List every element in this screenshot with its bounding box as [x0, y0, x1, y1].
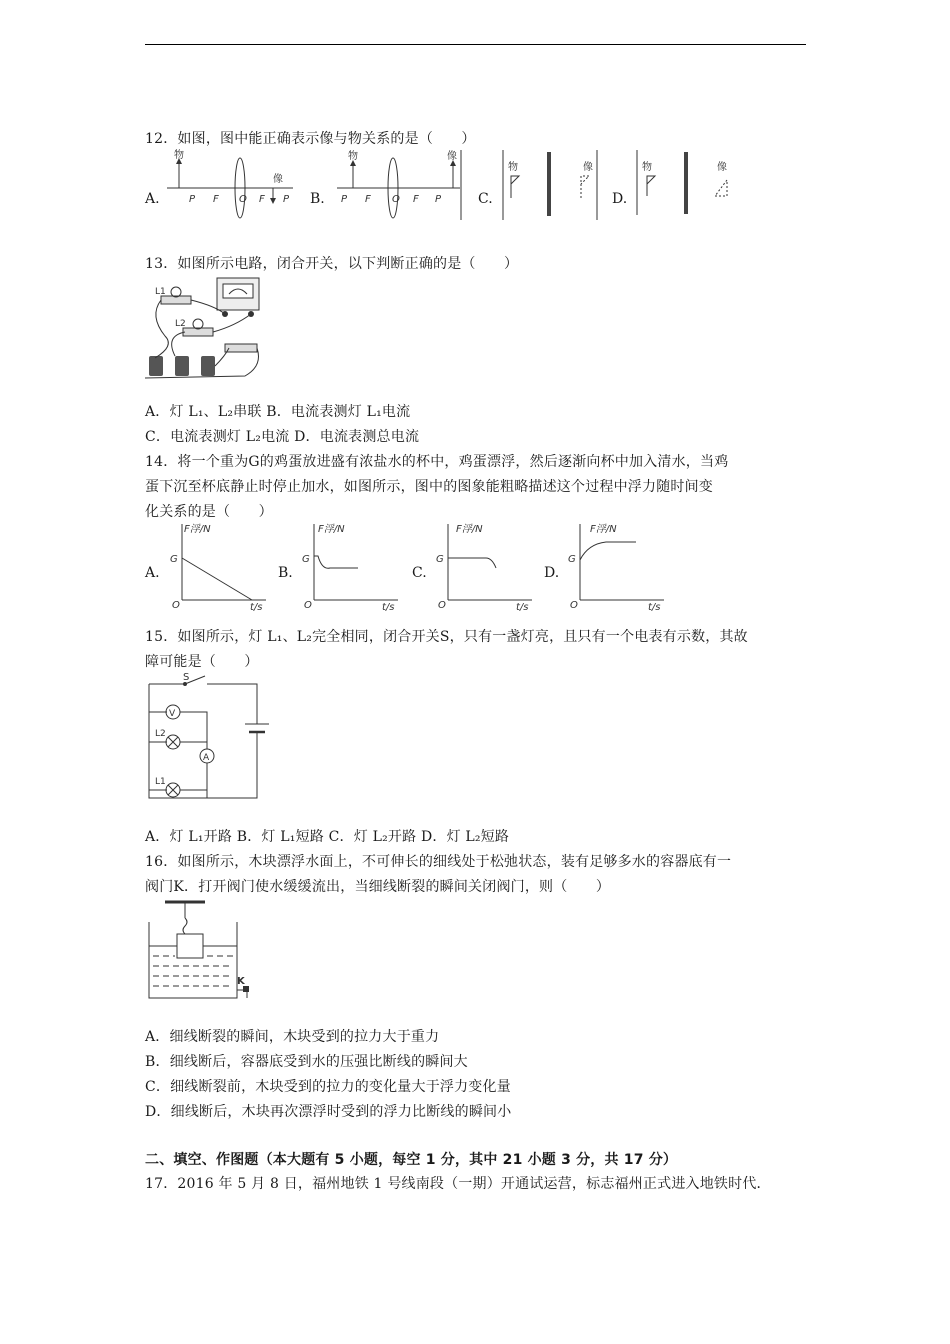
q14-graph-b — [300, 522, 400, 613]
q14-option-c-label: C. — [412, 565, 427, 581]
q14-graph-c — [434, 522, 534, 613]
q16-valve-label: K — [237, 976, 245, 987]
q12-a-object-label: 物 — [174, 150, 184, 161]
q14-d-x-label: t/s — [648, 602, 661, 613]
q16-option-b: B．细线断后，容器底受到水的压强比断线的瞬间大 — [145, 1054, 468, 1070]
q13-options-line-2: C．电流表测灯 L₂电流 D．电流表测总电流 — [145, 429, 420, 445]
svg-text:P: P — [283, 194, 290, 205]
q15-stem-line-2: 障可能是（ ） — [145, 654, 259, 670]
q12-option-a-label: A. — [145, 191, 160, 207]
q12-a-image-label: 像 — [273, 174, 283, 185]
svg-text:F: F — [365, 194, 371, 205]
q12-figure-d — [637, 150, 737, 220]
q14-b-x-label: t/s — [382, 602, 395, 613]
q12-figure-b — [335, 150, 465, 220]
svg-text:O: O — [304, 600, 312, 611]
svg-text:G: G — [568, 554, 576, 565]
q12-b-object-label: 物 — [348, 151, 358, 162]
svg-text:F: F — [259, 194, 265, 205]
svg-text:O: O — [438, 600, 446, 611]
q13-l2-label: L2 — [175, 319, 186, 329]
q15-answer-options: A．灯 L₁开路 B．灯 L₁短路 C．灯 L₂开路 D．灯 L₂短路 — [145, 829, 510, 845]
q13-stem: 13．如图所示电路，闭合开关，以下判断正确的是（ ） — [145, 256, 519, 272]
q12-c-image-label: 像 — [583, 162, 593, 173]
q15-voltmeter-label: V — [169, 709, 176, 719]
q16-container-figure — [145, 898, 255, 1003]
header-rule — [145, 44, 806, 45]
svg-text:F: F — [213, 194, 219, 205]
q15-switch-label: S — [183, 672, 190, 683]
q14-d-y-label: F浮/N — [590, 524, 617, 535]
q12-c-object-label: 物 — [508, 162, 518, 173]
q14-option-d-label: D. — [544, 565, 560, 581]
q15-stem-line-1: 15．如图所示，灯 L₁、L₂完全相同，闭合开关S，只有一盏灯亮，且只有一个电表有示数，其故 — [145, 629, 748, 645]
q14-a-x-label: t/s — [250, 602, 263, 613]
q12-figure-c — [503, 150, 598, 220]
q14-option-b-label: B. — [278, 565, 293, 581]
q12-option-d-label: D. — [612, 191, 628, 207]
section2-heading: 二、填空、作图题（本大题有 5 小题，每空 1 分，其中 21 小题 3 分，共 17 分） — [145, 1152, 678, 1168]
q15-l2-label: L2 — [155, 729, 166, 739]
q12-b-image-label: 像 — [447, 151, 457, 162]
svg-text:O: O — [392, 194, 400, 205]
svg-text:G: G — [302, 554, 310, 565]
q16-option-c: C．细线断裂前，木块受到的拉力的变化量大于浮力变化量 — [145, 1079, 511, 1095]
q14-b-y-label: F浮/N — [318, 524, 345, 535]
q17-stem: 17．2016 年 5 月 8 日，福州地铁 1 号线南段（一期）开通试运营，标志福州正式进入地铁时代． — [145, 1176, 771, 1192]
q14-c-y-label: F浮/N — [456, 524, 483, 535]
q14-stem-line-1: 14．将一个重为G的鸡蛋放进盛有浓盐水的杯中，鸡蛋漂浮，然后逐渐向杯中加入清水，当鸡 — [145, 454, 729, 470]
svg-text:O: O — [172, 600, 180, 611]
q12-stem: 12．如图，图中能正确表示像与物关系的是（ ） — [145, 131, 476, 147]
q14-stem-line-3: 化关系的是（ ） — [145, 504, 273, 520]
q14-graph-d — [566, 522, 666, 613]
q13-circuit-figure — [145, 276, 265, 381]
q12-figure-a — [165, 150, 295, 220]
q12-d-object-label: 物 — [642, 162, 652, 173]
svg-text:G: G — [170, 554, 178, 565]
q12-d-image-label: 像 — [717, 162, 727, 173]
svg-text:O: O — [570, 600, 578, 611]
svg-text:P: P — [189, 194, 196, 205]
q12-option-b-label: B. — [310, 191, 325, 207]
q15-circuit-figure — [145, 672, 265, 807]
svg-text:F: F — [413, 194, 419, 205]
q14-stem-line-2: 蛋下沉至杯底静止时停止加水，如图所示，图中的图象能粗略描述这个过程中浮力随时间变 — [145, 479, 713, 495]
q15-l1-label: L1 — [155, 777, 166, 787]
q12-option-c-label: C. — [478, 191, 493, 207]
q14-graph-a — [168, 522, 268, 613]
q16-option-a: A．细线断裂的瞬间，木块受到的拉力大于重力 — [145, 1029, 440, 1045]
q15-ammeter-label: A — [203, 753, 210, 763]
q14-a-y-label: F浮/N — [184, 524, 211, 535]
q16-stem-line-1: 16．如图所示，木块漂浮水面上，不可伸长的细线处于松弛状态，装有足够多水的容器底有一 — [145, 854, 732, 870]
q13-options-line-1: A．灯 L₁、L₂串联 B．电流表测灯 L₁电流 — [145, 404, 411, 420]
q16-stem-line-2: 阀门K．打开阀门使水缓缓流出，当细线断裂的瞬间关闭阀门，则（ ） — [145, 879, 611, 895]
svg-text:G: G — [436, 554, 444, 565]
q14-c-x-label: t/s — [516, 602, 529, 613]
q13-l1-label: L1 — [155, 287, 166, 297]
svg-text:P: P — [341, 194, 348, 205]
svg-text:O: O — [239, 194, 247, 205]
q16-option-d: D．细线断后，木块再次漂浮时受到的浮力比断线的瞬间小 — [145, 1104, 512, 1120]
svg-text:P: P — [435, 194, 442, 205]
q14-option-a-label: A. — [145, 565, 160, 581]
